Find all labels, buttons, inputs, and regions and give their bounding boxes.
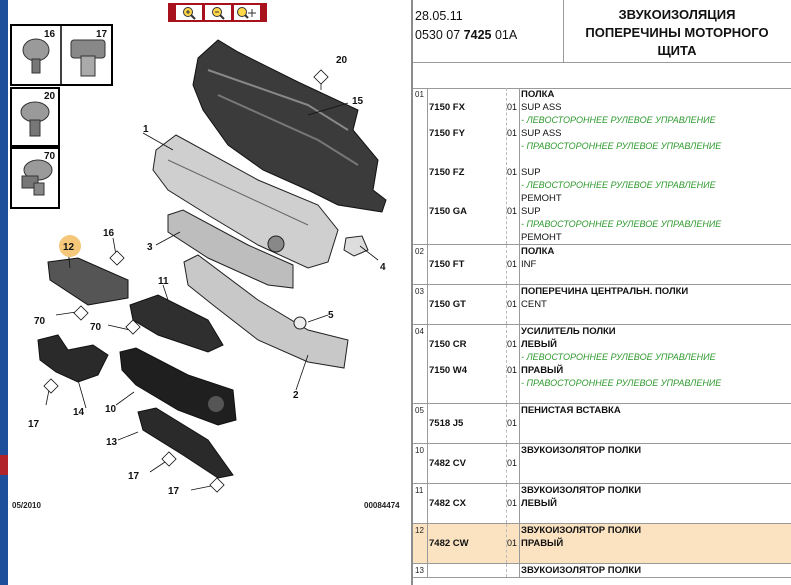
part-quantity: 01 bbox=[507, 498, 518, 508]
part-line bbox=[413, 245, 791, 258]
part-group-02[interactable] bbox=[413, 245, 791, 285]
part-line[interactable] bbox=[413, 338, 791, 351]
diagram-date: 05/2010 bbox=[12, 501, 41, 510]
part-group-01[interactable] bbox=[413, 88, 791, 245]
callout-70b[interactable]: 70 bbox=[34, 316, 46, 327]
part-quantity: 01 bbox=[507, 538, 518, 548]
part-description: ЛЕВЫЙ bbox=[521, 339, 557, 350]
parts-table bbox=[413, 88, 791, 578]
part-description: ПЕНИСТАЯ ВСТАВКА bbox=[521, 405, 621, 416]
part-group-10[interactable] bbox=[413, 444, 791, 484]
part-description: SUP bbox=[521, 167, 541, 178]
part-line bbox=[413, 564, 791, 577]
part-note: - ЛЕВОСТОРОННЕЕ РУЛЕВОЕ УПРАВЛЕНИЕ bbox=[521, 115, 716, 125]
zoom-fit-icon bbox=[236, 6, 258, 20]
part-description: SUP bbox=[521, 206, 541, 217]
part-line[interactable] bbox=[413, 127, 791, 140]
part-line bbox=[413, 390, 791, 403]
callout-10[interactable]: 10 bbox=[105, 404, 117, 415]
part-description: ЗВУКОИЗОЛЯТОР ПОЛКИ bbox=[521, 445, 642, 456]
part-4-shape bbox=[344, 236, 368, 256]
part-quantity: 01 bbox=[507, 339, 518, 349]
part-line[interactable] bbox=[413, 298, 791, 311]
header-reference: 0530 07 7425 01A bbox=[415, 28, 518, 42]
part-line bbox=[413, 377, 791, 390]
part-description: CENT bbox=[521, 299, 547, 310]
part-line bbox=[413, 140, 791, 153]
callout-20b[interactable]: 20 bbox=[336, 55, 348, 66]
part-reference[interactable]: 7482 CX bbox=[429, 498, 466, 509]
parts-list-panel bbox=[413, 0, 791, 585]
group-number: 03 bbox=[413, 285, 428, 324]
diagram-number: 00084474 bbox=[364, 501, 400, 510]
callout-16a: 16 bbox=[44, 29, 56, 40]
callout-17b[interactable]: 17 bbox=[28, 419, 40, 430]
part-line[interactable] bbox=[413, 258, 791, 271]
part-description: ЛЕВЫЙ bbox=[521, 498, 557, 509]
part-line bbox=[413, 231, 791, 244]
part-quantity: 01 bbox=[507, 167, 518, 177]
part-line bbox=[413, 114, 791, 127]
header-left bbox=[415, 7, 563, 45]
part-description: ПРАВЫЙ bbox=[521, 538, 564, 549]
part-note: - ЛЕВОСТОРОННЕЕ РУЛЕВОЕ УПРАВЛЕНИЕ bbox=[521, 180, 716, 190]
callout-4[interactable]: 4 bbox=[380, 262, 386, 273]
part-description: SUP ASS bbox=[521, 128, 562, 139]
part-note: - ЛЕВОСТОРОННЕЕ РУЛЕВОЕ УПРАВЛЕНИЕ bbox=[521, 352, 716, 362]
part-group-11[interactable] bbox=[413, 484, 791, 524]
part-line[interactable] bbox=[413, 497, 791, 510]
diagram-drawing[interactable] bbox=[8, 0, 412, 585]
part-reference[interactable]: 7150 FZ bbox=[429, 167, 465, 178]
part-line[interactable] bbox=[413, 537, 791, 550]
callout-70a: 70 bbox=[44, 151, 56, 162]
part-line bbox=[413, 470, 791, 483]
zoom-in-button[interactable] bbox=[176, 5, 202, 20]
part-reference[interactable]: 7150 GT bbox=[429, 299, 466, 310]
part-quantity: 01 bbox=[507, 206, 518, 216]
callout-2[interactable]: 2 bbox=[293, 390, 299, 401]
part-reference[interactable]: 7150 GA bbox=[429, 206, 468, 217]
header-date: 28.05.11 bbox=[415, 9, 463, 23]
part-14-shape bbox=[38, 335, 108, 382]
part-reference[interactable]: 7150 W4 bbox=[429, 365, 468, 376]
part-line bbox=[413, 550, 791, 563]
part-line bbox=[413, 88, 791, 101]
callout-17a: 17 bbox=[96, 29, 108, 40]
group-number: 05 bbox=[413, 404, 428, 443]
zoom-in-icon bbox=[181, 6, 197, 20]
part-quantity: 01 bbox=[507, 299, 518, 309]
part-reference[interactable]: 7482 CV bbox=[429, 458, 466, 469]
part-description: ПОЛКА bbox=[521, 246, 555, 257]
part-line bbox=[413, 218, 791, 231]
callout-17c[interactable]: 17 bbox=[128, 471, 140, 482]
part-line bbox=[413, 484, 791, 497]
part-line bbox=[413, 351, 791, 364]
part-line bbox=[413, 179, 791, 192]
part-description: SUP ASS bbox=[521, 102, 562, 113]
callout-16b[interactable]: 16 bbox=[103, 228, 115, 239]
zoom-out-icon bbox=[210, 6, 226, 20]
callout-20a: 20 bbox=[44, 91, 56, 102]
part-note: - ПРАВОСТОРОННЕЕ РУЛЕВОЕ УПРАВЛЕНИЕ bbox=[521, 219, 722, 229]
part-10-shape bbox=[120, 348, 236, 425]
part-description: ПРАВЫЙ bbox=[521, 365, 564, 376]
callout-14[interactable]: 14 bbox=[73, 407, 85, 418]
part-quantity: 01 bbox=[507, 365, 518, 375]
part-group-05[interactable] bbox=[413, 404, 791, 444]
part-reference[interactable]: 7518 J5 bbox=[429, 418, 464, 429]
part-line[interactable] bbox=[413, 166, 791, 179]
page-title: ЗВУКОИЗОЛЯЦИЯ ПОПЕРЕЧИНЫ МОТОРНОГО ЩИТА bbox=[585, 7, 769, 58]
callout-15[interactable]: 15 bbox=[352, 96, 364, 107]
part-group-12[interactable] bbox=[413, 524, 791, 564]
group-number: 13 bbox=[413, 564, 428, 577]
part-group-13[interactable] bbox=[413, 564, 791, 578]
part-line bbox=[413, 444, 791, 457]
part-note: - ПРАВОСТОРОННЕЕ РУЛЕВОЕ УПРАВЛЕНИЕ bbox=[521, 378, 722, 388]
zoom-fit-button[interactable] bbox=[234, 5, 260, 20]
part-line bbox=[413, 325, 791, 338]
column-header-row bbox=[413, 62, 791, 89]
parts-header bbox=[413, 0, 791, 63]
part-quantity: 01 bbox=[507, 128, 518, 138]
window-left-edge-marker bbox=[0, 455, 8, 475]
group-number: 02 bbox=[413, 245, 428, 284]
callout-1[interactable]: 1 bbox=[143, 124, 149, 135]
part-line[interactable] bbox=[413, 205, 791, 218]
window-left-edge bbox=[0, 0, 8, 585]
part-description: РЕМОНТ bbox=[521, 232, 562, 243]
part-description: ЗВУКОИЗОЛЯТОР ПОЛКИ bbox=[521, 485, 642, 496]
callout-70c[interactable]: 70 bbox=[90, 322, 102, 333]
callout-13[interactable]: 13 bbox=[106, 437, 118, 448]
part-description: ПОЛКА bbox=[521, 89, 555, 100]
zoom-out-button[interactable] bbox=[205, 5, 231, 20]
callout-17d[interactable]: 17 bbox=[168, 486, 180, 497]
part-line bbox=[413, 430, 791, 443]
part-line bbox=[413, 510, 791, 523]
part-description: INF bbox=[521, 259, 537, 270]
part-line[interactable] bbox=[413, 417, 791, 430]
part-12-shape bbox=[48, 258, 128, 305]
group-number: 04 bbox=[413, 325, 428, 403]
part-description: РЕМОНТ bbox=[521, 193, 562, 204]
callout-12[interactable]: 12 bbox=[63, 242, 75, 253]
callout-5[interactable]: 5 bbox=[328, 310, 334, 321]
part-line bbox=[413, 153, 791, 166]
part-reference[interactable]: 7482 CW bbox=[429, 538, 469, 549]
part-group-03[interactable] bbox=[413, 285, 791, 325]
part-11-shape bbox=[130, 295, 223, 352]
part-description: УСИЛИТЕЛЬ ПОЛКИ bbox=[521, 326, 616, 337]
part-reference[interactable]: 7150 FX bbox=[429, 102, 465, 113]
group-number: 11 bbox=[413, 484, 428, 523]
part-line bbox=[413, 404, 791, 417]
part-line bbox=[413, 192, 791, 205]
part-group-04[interactable] bbox=[413, 325, 791, 404]
group-number: 10 bbox=[413, 444, 428, 483]
part-line[interactable] bbox=[413, 101, 791, 114]
callout-3[interactable]: 3 bbox=[147, 242, 153, 253]
part-line bbox=[413, 311, 791, 324]
part-note: - ПРАВОСТОРОННЕЕ РУЛЕВОЕ УПРАВЛЕНИЕ bbox=[521, 141, 722, 151]
group-number: 12 bbox=[413, 524, 428, 563]
part-line[interactable] bbox=[413, 364, 791, 377]
part-line[interactable] bbox=[413, 457, 791, 470]
part-reference[interactable]: 7150 FT bbox=[429, 259, 465, 270]
part-quantity: 01 bbox=[507, 259, 518, 269]
clip-thumbnails bbox=[11, 25, 112, 208]
part-quantity: 01 bbox=[507, 418, 518, 428]
zoom-toolbar bbox=[168, 3, 267, 22]
part-quantity: 01 bbox=[507, 458, 518, 468]
part-quantity: 01 bbox=[507, 102, 518, 112]
part-line bbox=[413, 285, 791, 298]
part-line bbox=[413, 524, 791, 537]
part-description: ПОПЕРЕЧИНА ЦЕНТРАЛЬН. ПОЛКИ bbox=[521, 286, 689, 297]
part-description: ЗВУКОИЗОЛЯТОР ПОЛКИ bbox=[521, 525, 642, 536]
callout-11[interactable]: 11 bbox=[158, 276, 169, 287]
exploded-diagram-panel[interactable] bbox=[8, 0, 412, 585]
part-reference[interactable]: 7150 CR bbox=[429, 339, 467, 350]
part-description: ЗВУКОИЗОЛЯТОР ПОЛКИ bbox=[521, 565, 642, 576]
part-line bbox=[413, 271, 791, 284]
part-reference[interactable]: 7150 FY bbox=[429, 128, 465, 139]
group-number: 01 bbox=[413, 88, 428, 244]
